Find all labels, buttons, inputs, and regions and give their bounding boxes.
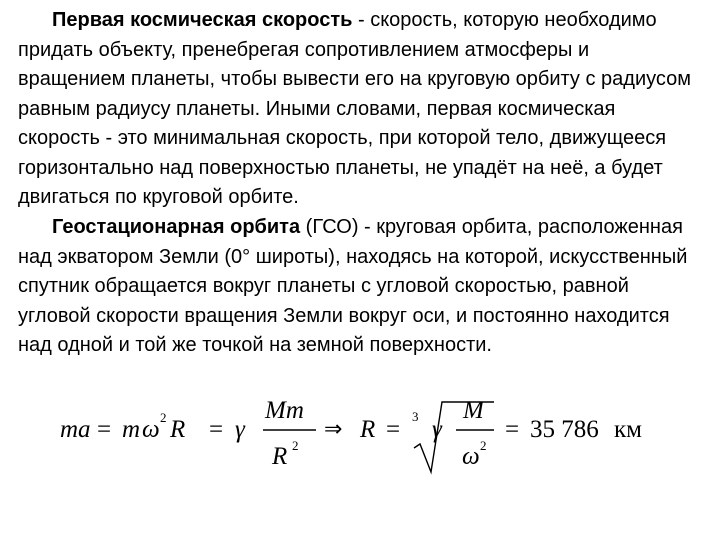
formula-omega-denominator: ω — [462, 443, 480, 470]
formula-square-2: 2 — [292, 438, 299, 453]
formula-gamma-1: γ — [235, 416, 245, 443]
formula-equals-1: = — [97, 416, 112, 443]
formula-M-numerator: M — [463, 397, 484, 424]
formula-result-value: 35 786 — [530, 416, 599, 443]
definition-first-cosmic-velocity: - скорость, которую необходимо придать объекту, пренебрегая сопротивлением атмосферы и вращением планеты, чтобы вывести его на круговую орбиту с радиусом равным радиусу планеты. Иными словами, первая космическая скорость - это минимальная скорость, при которой тело, движущееся горизонтально над поверхностью планеты, не упадёт на неё, а будет двигаться по круговой орбите. — [18, 9, 692, 208]
formula-m: m — [122, 416, 141, 443]
implies-arrow-icon: ⇒ — [324, 416, 343, 441]
formula-Mm-numerator: Mm — [265, 397, 304, 424]
term-geostationary-orbit: Геостационарная орбита — [52, 216, 301, 238]
formula-root-index: 3 — [412, 409, 419, 424]
paragraph-first-cosmic-velocity — [18, 6, 702, 213]
formula-equals-3: = — [386, 416, 401, 443]
formula-R-denominator: R — [272, 443, 288, 470]
paragraph-geostationary-orbit — [18, 213, 702, 361]
formula-square-3: 2 — [480, 438, 487, 453]
term-first-cosmic-velocity: Первая космическая скорость — [52, 9, 353, 31]
orbit-radius-formula — [0, 390, 720, 480]
definition-geostationary-orbit: (ГСО) - круговая орбита, расположенная над экватором Земли (0° широты), находясь на которой, искусственный спутник обращается вокруг планеты с угловой скоростью, равной угловой скорости вращения Земли вокруг оси, и постоянно находится над одной и той же точкой на земной поверхности. — [18, 216, 688, 356]
formula-result-unit: км — [614, 416, 642, 443]
formula-square-1: 2 — [160, 410, 167, 425]
formula-equals-4: = — [505, 416, 520, 443]
formula-gamma-2: γ — [432, 416, 442, 443]
formula-svg — [0, 390, 720, 480]
formula-ma: ma — [60, 416, 91, 443]
formula-R-1: R — [170, 416, 186, 443]
formula-omega-1: ω — [142, 416, 160, 443]
formula-R-2: R — [360, 416, 376, 443]
formula-equals-2: = — [209, 416, 224, 443]
